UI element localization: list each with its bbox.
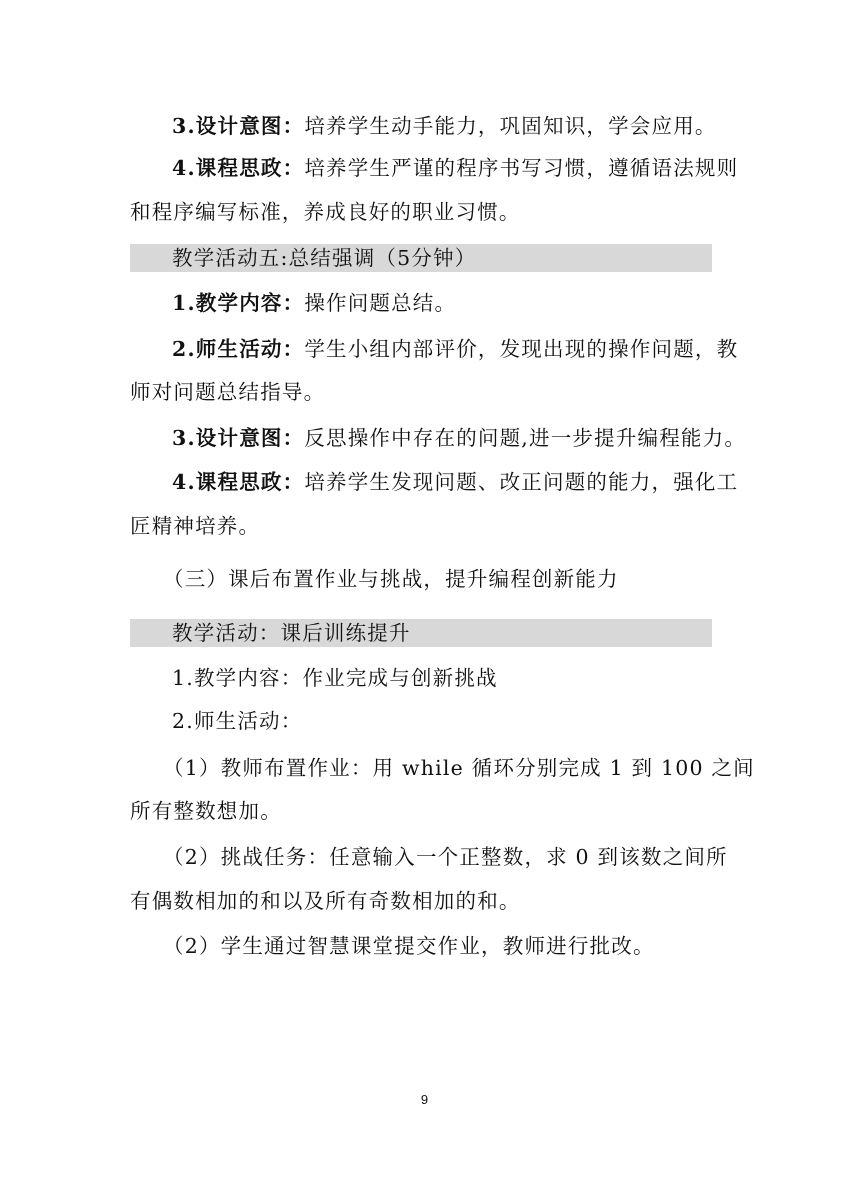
paragraph-label: 3.设计意图： bbox=[172, 426, 305, 450]
paragraph-text: 操作问题总结。 bbox=[304, 291, 457, 315]
teaching-content-paragraph bbox=[172, 289, 456, 317]
homework-teaching-content: 1.教学内容：作业完成与创新挑战 bbox=[172, 666, 498, 690]
ideology-paragraph-2-continued: 匠精神培养。 bbox=[130, 514, 261, 538]
paragraph-text: 反思操作中存在的问题,进一步提升编程能力。 bbox=[304, 426, 747, 450]
design-intent-paragraph-1 bbox=[172, 112, 717, 140]
paragraph-text: 学生小组内部评价，发现出现的操作问题，教 bbox=[304, 337, 739, 361]
teacher-student-activity-continued: 师对问题总结指导。 bbox=[130, 380, 326, 404]
paragraph-label: 4.课程思政： bbox=[172, 470, 305, 494]
ideology-paragraph-1 bbox=[172, 154, 738, 182]
section-three-heading: （三）课后布置作业与挑战，提升编程创新能力 bbox=[163, 567, 619, 591]
challenge-task-item-continued: 有偶数相加的和以及所有奇数相加的和。 bbox=[130, 889, 521, 913]
after-class-activity-heading-bar bbox=[130, 619, 712, 647]
paragraph-label: 2.师生活动： bbox=[172, 337, 305, 361]
homework-item-1: （1）教师布置作业：用 while 循环分别完成 1 到 100 之间 bbox=[163, 756, 755, 780]
challenge-task-item: （2）挑战任务：任意输入一个正整数，求 0 到该数之间所 bbox=[163, 845, 728, 869]
after-class-activity-heading: 教学活动：课后训练提升 bbox=[172, 621, 411, 645]
design-intent-paragraph-2 bbox=[172, 424, 746, 452]
paragraph-text: 培养学生动手能力，巩固知识，学会应用。 bbox=[304, 114, 717, 138]
activity-five-heading-bar bbox=[130, 244, 712, 272]
paragraph-text: 培养学生发现问题、改正问题的能力，强化工 bbox=[304, 470, 739, 494]
homework-item-1-continued: 所有整数想加。 bbox=[130, 799, 282, 823]
activity-five-heading: 教学活动五:总结强调（5分钟） bbox=[172, 246, 477, 270]
homework-activity-label: 2.师生活动： bbox=[172, 709, 303, 733]
page-number: 9 bbox=[420, 1092, 429, 1107]
teacher-student-activity-paragraph bbox=[172, 335, 738, 363]
paragraph-label: 1.教学内容： bbox=[172, 291, 305, 315]
paragraph-label: 4.课程思政： bbox=[172, 156, 305, 180]
submission-item: （2）学生通过智慧课堂提交作业，教师进行批改。 bbox=[163, 934, 655, 958]
paragraph-text: 培养学生严谨的程序书写习惯，遵循语法规则 bbox=[304, 156, 739, 180]
paragraph-label: 3.设计意图： bbox=[172, 114, 305, 138]
ideology-paragraph-2 bbox=[172, 468, 738, 496]
ideology-paragraph-1-continued: 和程序编写标准，养成良好的职业习惯。 bbox=[130, 200, 521, 224]
